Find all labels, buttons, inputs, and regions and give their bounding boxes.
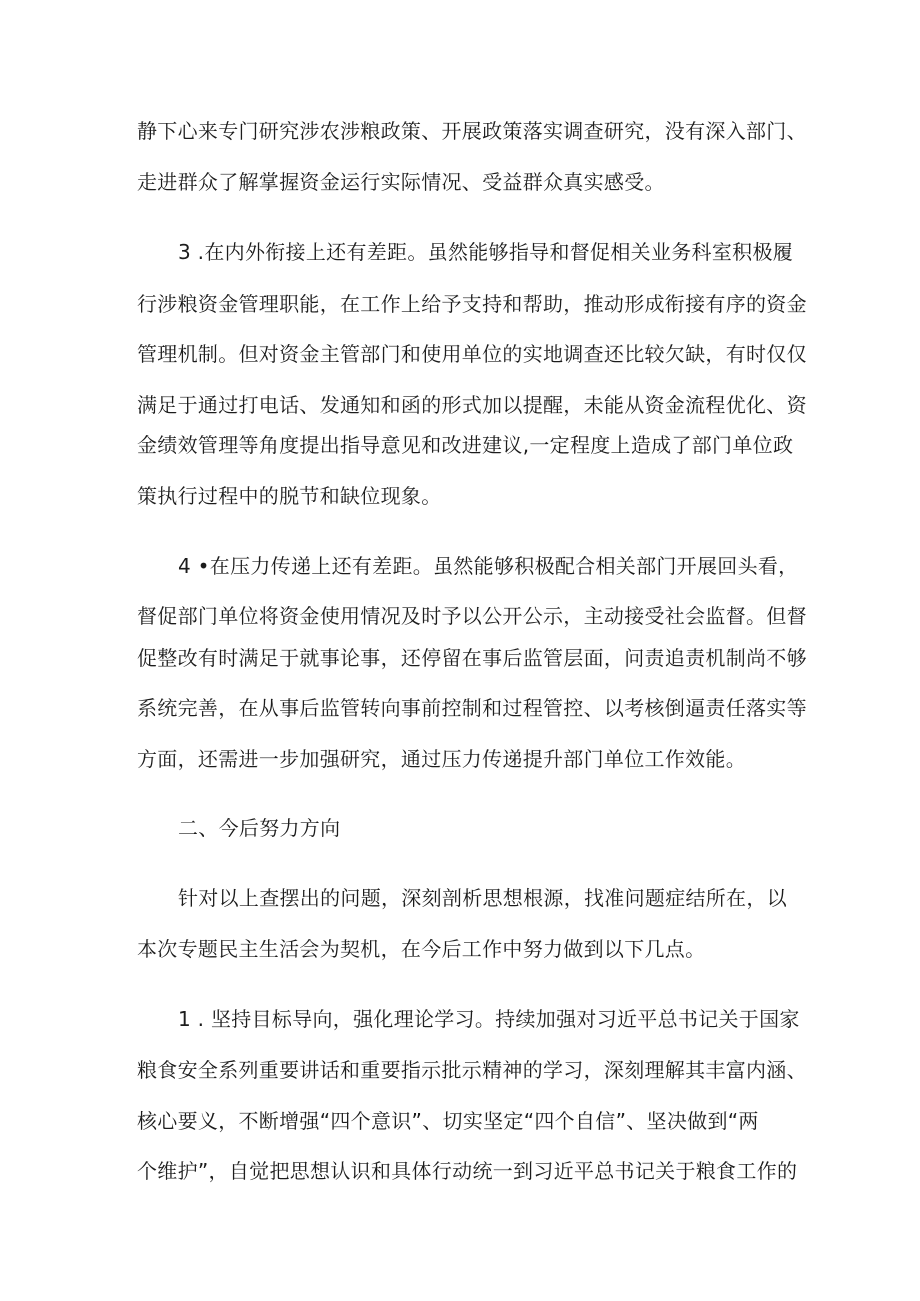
item-4-line-3: 促整改有时满足于就事论事，还停留在事后监管层面，问责追责机制尚不够 (137, 646, 807, 670)
item-4-line-4: 系统完善，在从事后监管转向事前控制和过程管控、以考核倒逼责任落实等 (137, 696, 807, 720)
section-heading: 二、今后努力方向 (178, 816, 341, 840)
item-1-line-2: 粮食安全系列重要讲话和重要指示批示精神的学习，深刻理解其丰富内涵、 (137, 1058, 807, 1082)
item-1-line-1: 1 . 坚持目标导向，强化理论学习。持续加强对习近平总书记关于国家 (178, 1007, 800, 1031)
item-4-line-2: 督促部门单位将资金使用情况及时予以公开公示，主动接受社会监督。但督 (137, 604, 807, 628)
item-4-line-5: 方面，还需进一步加强研究，通过压力传递提升部门单位工作效能。 (137, 747, 746, 771)
item-1-line-4: 个维护”，自觉把思想认识和具体行动统一到习近平总书记关于粮食工作的 (137, 1159, 798, 1183)
item-3-line-4: 满足于通过打电话、发通知和函的形式加以提醒，未能从资金流程优化、资 (137, 393, 807, 417)
item-3-line-1: 3 .在内外衔接上还有差距。虽然能够指导和督促相关业务科室积极履 (178, 240, 794, 264)
item-3-line-3: 管理机制。但对资金主管部门和使用单位的实地调查还比较欠缺，有时仅仅 (137, 342, 807, 366)
item-3-line-5: 金绩效管理等角度提出指导意见和改进建议,一定程度上造成了部门单位政 (137, 433, 794, 457)
item-1-line-3: 核心要义，不断增强“四个意识”、切实坚定“四个自信”、坚决做到“两 (137, 1109, 759, 1133)
continuation-line-2: 走进群众了解掌握资金运行实际情况、受益群众真实感受。 (137, 170, 665, 194)
item-3-line-2: 行涉粮资金管理职能，在工作上给予支持和帮助，推动形成衔接有序的资金 (137, 292, 807, 316)
continuation-line-1: 静下心来专门研究涉农涉粮政策、开展政策落实调查研究，没有深入部门、 (137, 119, 807, 143)
intro-line-2: 本次专题民主生活会为契机，在今后工作中努力做到以下几点。 (137, 937, 706, 961)
intro-line-1: 针对以上查摆出的问题，深刻剖析思想根源，找准问题症结所在，以 (178, 886, 787, 910)
item-3-line-6: 策执行过程中的脱节和缺位现象。 (137, 484, 442, 508)
item-4-line-1: 4 •在压力传递上还有差距。虽然能够积极配合相关部门开展回头看， (178, 554, 799, 578)
